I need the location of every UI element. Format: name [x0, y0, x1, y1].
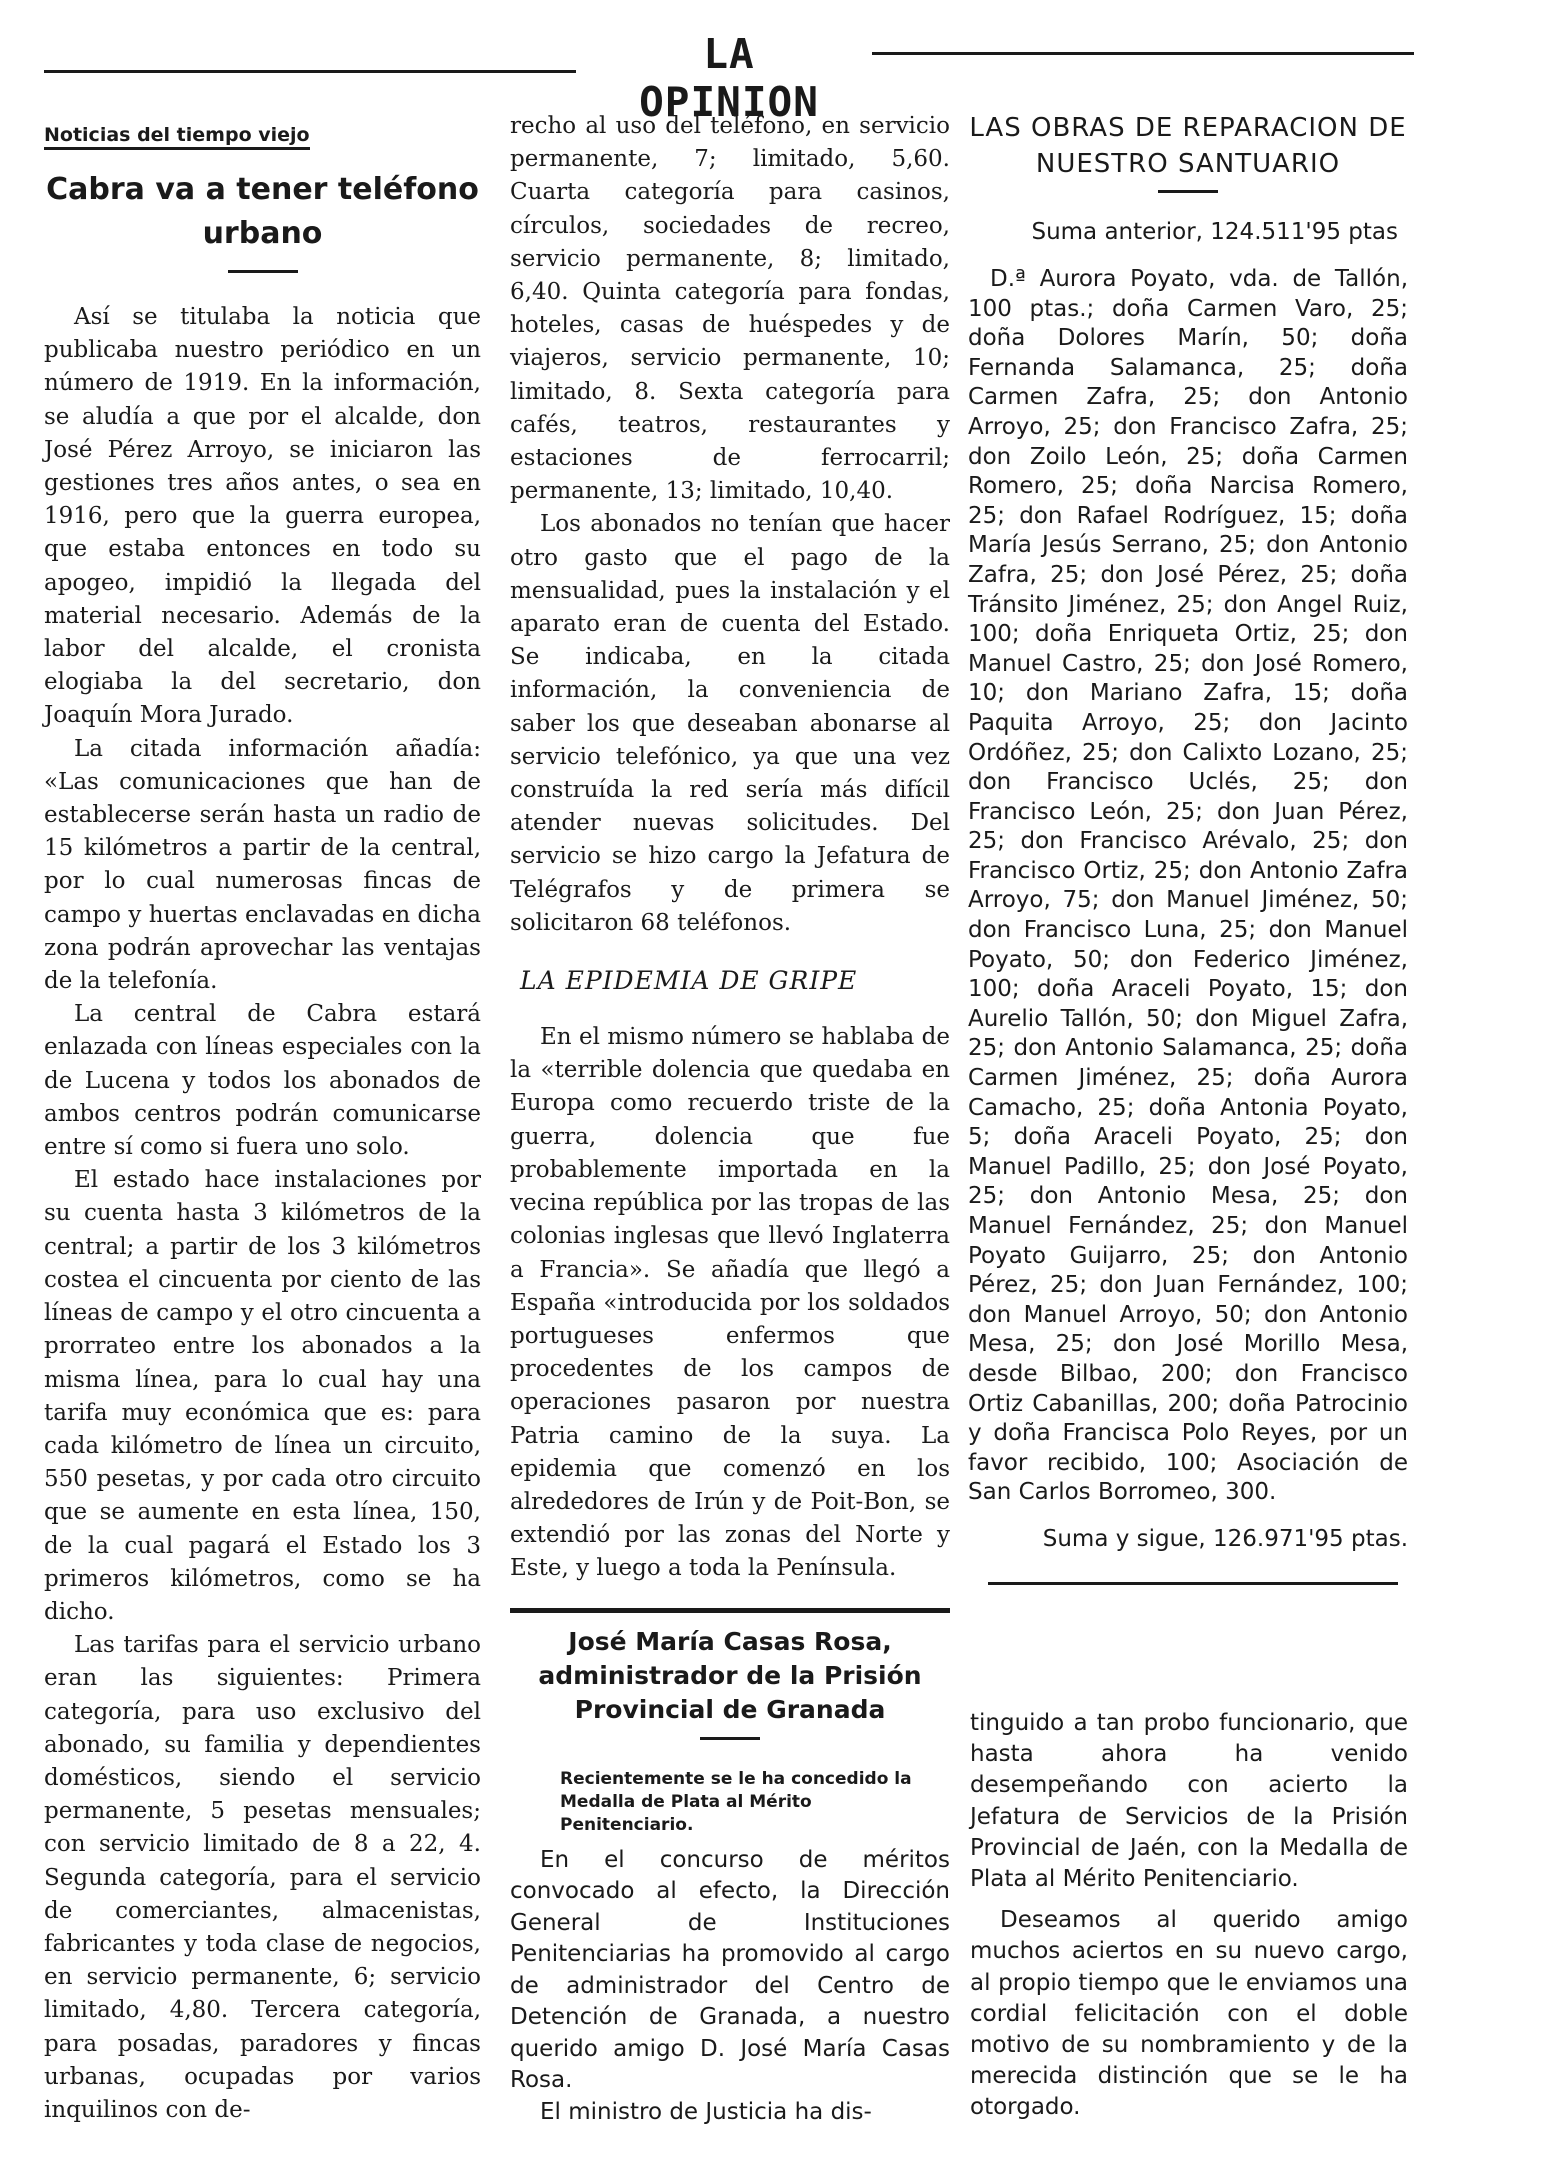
- article-headline-santuario: LAS OBRAS DE REPARACION DE NUESTRO SANTUARIO: [969, 113, 1407, 179]
- masthead: [44, 30, 1414, 126]
- previous-sum: Suma anterior, 124.511'95 ptas: [1031, 219, 1398, 245]
- article-paragraph: Los abonados no tenían que hacer otro gasto que el pago de la mensualidad, pues la instalación y el aparato eran de cuenta del Estado. Se indicaba, en la citada información, la conveniencia de saber los que deseaban abonarse al servicio telefónico, ya que una vez construída la red sería más difícil atender nuevas solicitudes. Del servicio se hizo cargo la Jefatura de Telégrafos y de primera se solicitaron 68 teléfonos.: [510, 511, 950, 936]
- column-3-rule: [988, 1582, 1398, 1585]
- article-paragraph: El ministro de Justicia ha dis-: [540, 2098, 872, 2125]
- article-headline-telefono: Cabra va a tener teléfono urbano: [46, 172, 479, 251]
- article-paragraph: Las tarifas para el servicio urbano eran las siguientes: Primera categoría, para uso exclusivo del abonado, su familia y dependientes domésticos, siendo el servicio permanente, 5 pesetas mensuales; con servicio limitado de 8 a 22, 4. Segunda categoría, para el servicio de comerciantes, almacenistas, fabricantes y toda clase de negocios, en servicio permanente, 6; servicio limitado, 4,80. Tercera categoría, para posadas, paradores y fincas urbanas, ocupadas por varios inquilinos con de-: [44, 1632, 481, 2123]
- section-kicker: Noticias del tiempo viejo: [44, 124, 310, 150]
- article-paragraph: El estado hace instalaciones por su cuenta hasta 3 kilómetros de la central; a partir de los 3 kilómetros costea el cincuenta por ciento de las líneas de campo y el otro cincuenta a prorrateo entre los abonados a la misma línea, para lo cual hay una tarifa muy económica que es: para cada kilómetro de línea un circuito, 550 pesetas, y por cada otro circuito que se aumente en esta línea, 150, de la cual pagará el Estado los 3 primeros kilómetros, como se ha dicho.: [44, 1167, 481, 1625]
- masthead-rule-left: [44, 70, 576, 73]
- article-paragraph: En el concurso de méritos convocado al efecto, la Dirección General de Instituciones Penitenciarias ha promovido al cargo de administrador del Centro de Detención de Granada, a nuestro querido amigo D. José María Casas Rosa.: [510, 1846, 950, 2094]
- running-sum: Suma y sigue, 126.971'95 ptas.: [1042, 1525, 1408, 1552]
- masthead-rule-right: [872, 52, 1414, 55]
- headline-divider: [228, 270, 298, 273]
- article-paragraph: La citada información añadía: «Las comunicaciones que han de establecerse serán hasta un radio de 15 kilómetros a partir de la central, por lo cual numerosas fincas de campo y huertas enclavadas en dicha zona podrán aprovechar las ventajas de la telefonía.: [44, 735, 481, 995]
- article-paragraph: tinguido a tan probo funcionario, que hasta ahora ha venido desempeñando con acierto la Jefatura de Servicios de la Prisión Provincial de Jaén, con la Medalla de Plata al Mérito Penitenciario.: [970, 1710, 1408, 1893]
- article-deck: Recientemente se le ha concedido la Medalla de Plata al Mérito Penitenciario.: [560, 1768, 912, 1835]
- box-top-rule: [510, 1608, 950, 1613]
- santuario-divider: [1158, 190, 1218, 193]
- subhead-epidemia: LA EPIDEMIA DE GRIPE: [520, 966, 858, 996]
- column-1: [44, 110, 481, 2127]
- column-3-continuation: [970, 1708, 1408, 2124]
- column-2: [510, 110, 950, 2128]
- newspaper-title: LA OPINION: [639, 30, 819, 126]
- box-headline-divider: [700, 1737, 760, 1740]
- article-paragraph: La central de Cabra estará enlazada con líneas especiales con la de Lucena y todos los abonados de ambos centros podrán comunicarse entre sí como si fuera uno solo.: [44, 1001, 481, 1161]
- article-paragraph: recho al uso del teléfono, en servicio permanente, 7; limitado, 5,60. Cuarta categoría para casinos, círculos, sociedades de recreo, servicio permanente, 8; limitado, 6,40. Quinta categoría para fondas, hoteles, casas de huéspedes y de viajeros, servicio permanente, 10; limitado, 8. Sexta categoría para cafés, teatros, restaurantes y estaciones de ferrocarril; permanente, 13; limitado, 10,40.: [510, 113, 950, 505]
- article-paragraph: Deseamos al querido amigo muchos aciertos en su nuevo cargo, al propio tiempo que le enviamos una cordial felicitación con el doble motivo de su nombramiento y de la merecida distinción que se le ha otorgado.: [970, 1907, 1408, 2121]
- column-3: [968, 110, 1408, 1603]
- donor-list: D.ª Aurora Poyato, vda. de Tallón, 100 ptas.; doña Carmen Varo, 25; doña Dolores Marín, 50; doña Fernanda Salamanca, 25; doña Carmen Zafra, 25; don Antonio Arroyo, 25; don Francisco Zafra, 25; don Zoilo León, 25; doña Carmen Romero, 25; doña Narcisa Romero, 25; don Rafael Rodríguez, 15; doña María Jesús Serrano, 25; don Antonio Zafra, 25; don José Pérez, 25; doña Tránsito Jiménez, 25; don Angel Ruiz, 100; doña Enriqueta Ortiz, 25; don Manuel Castro, 25; don José Romero, 10; don Mariano Zafra, 15; doña Paquita Arroyo, 25; don Jacinto Ordóñez, 25; don Calixto Lozano, 25; don Francisco Uclés, 25; don Francisco León, 25; don Juan Pérez, 25; don Francisco Arévalo, 25; don Francisco Ortiz, 25; don Antonio Zafra Arroyo, 75; don Manuel Jiménez, 50; don Francisco Luna, 25; don Manuel Poyato, 50; don Federico Jiménez, 100; doña Araceli Poyato, 15; don Aurelio Tallón, 50; don Miguel Zafra, 25; don Antonio Salamanca, 25; doña Carmen Jiménez, 25; doña Aurora Camacho, 25; doña Antonia Poyato, 5; doña Araceli Poyato, 25; don Manuel Padillo, 25; don José Poyato, 25; don Antonio Mesa, 25; don Manuel Fernández, 25; don Manuel Poyato Guijarro, 25; don Antonio Pérez, 25; don Juan Fernández, 100; don Manuel Arroyo, 50; don Antonio Mesa, 25; don José Morillo Mesa, desde Bilbao, 200; don Francisco Ortiz Cabanillas, 200; doña Patrocinio y doña Francisca Polo Reyes, por un favor recibido, 100; Asociación de San Carlos Borromeo, 300.: [968, 266, 1408, 1506]
- article-paragraph: Así se titulaba la noticia que publicaba nuestro periódico en un número de 1919. En la información, se aludía a que por el alcalde, don José Pérez Arroyo, se iniciaron las gestiones tres años antes, o sea en 1916, pero que la guerra europea, que estaba entonces en todo su apogeo, impidió la llegada del material necesario. Además de la labor del alcalde, el cronista elogiaba la del secretario, don Joaquín Mora Jurado.: [44, 304, 481, 729]
- article-paragraph: En el mismo número se hablaba de la «terrible dolencia que quedaba en Europa como recuerdo triste de la guerra, dolencia que fue probablemente importada en la vecina república por las tropas de las colonias inglesas que llevó Inglaterra a Francia». Se añadía que llegó a España «introducida por los soldados portugueses enfermos que procedentes de los campos de operaciones pasaron por nuestra Patria camino de la suya. La epidemia que comenzó en los alrededores de Irún y de Poit-Bon, se extendió por las zonas del Norte y Este, y luego a toda la Península.: [510, 1024, 950, 1582]
- article-headline-casas-rosa: José María Casas Rosa, administrador de la Prisión Provincial de Granada: [538, 1626, 922, 1724]
